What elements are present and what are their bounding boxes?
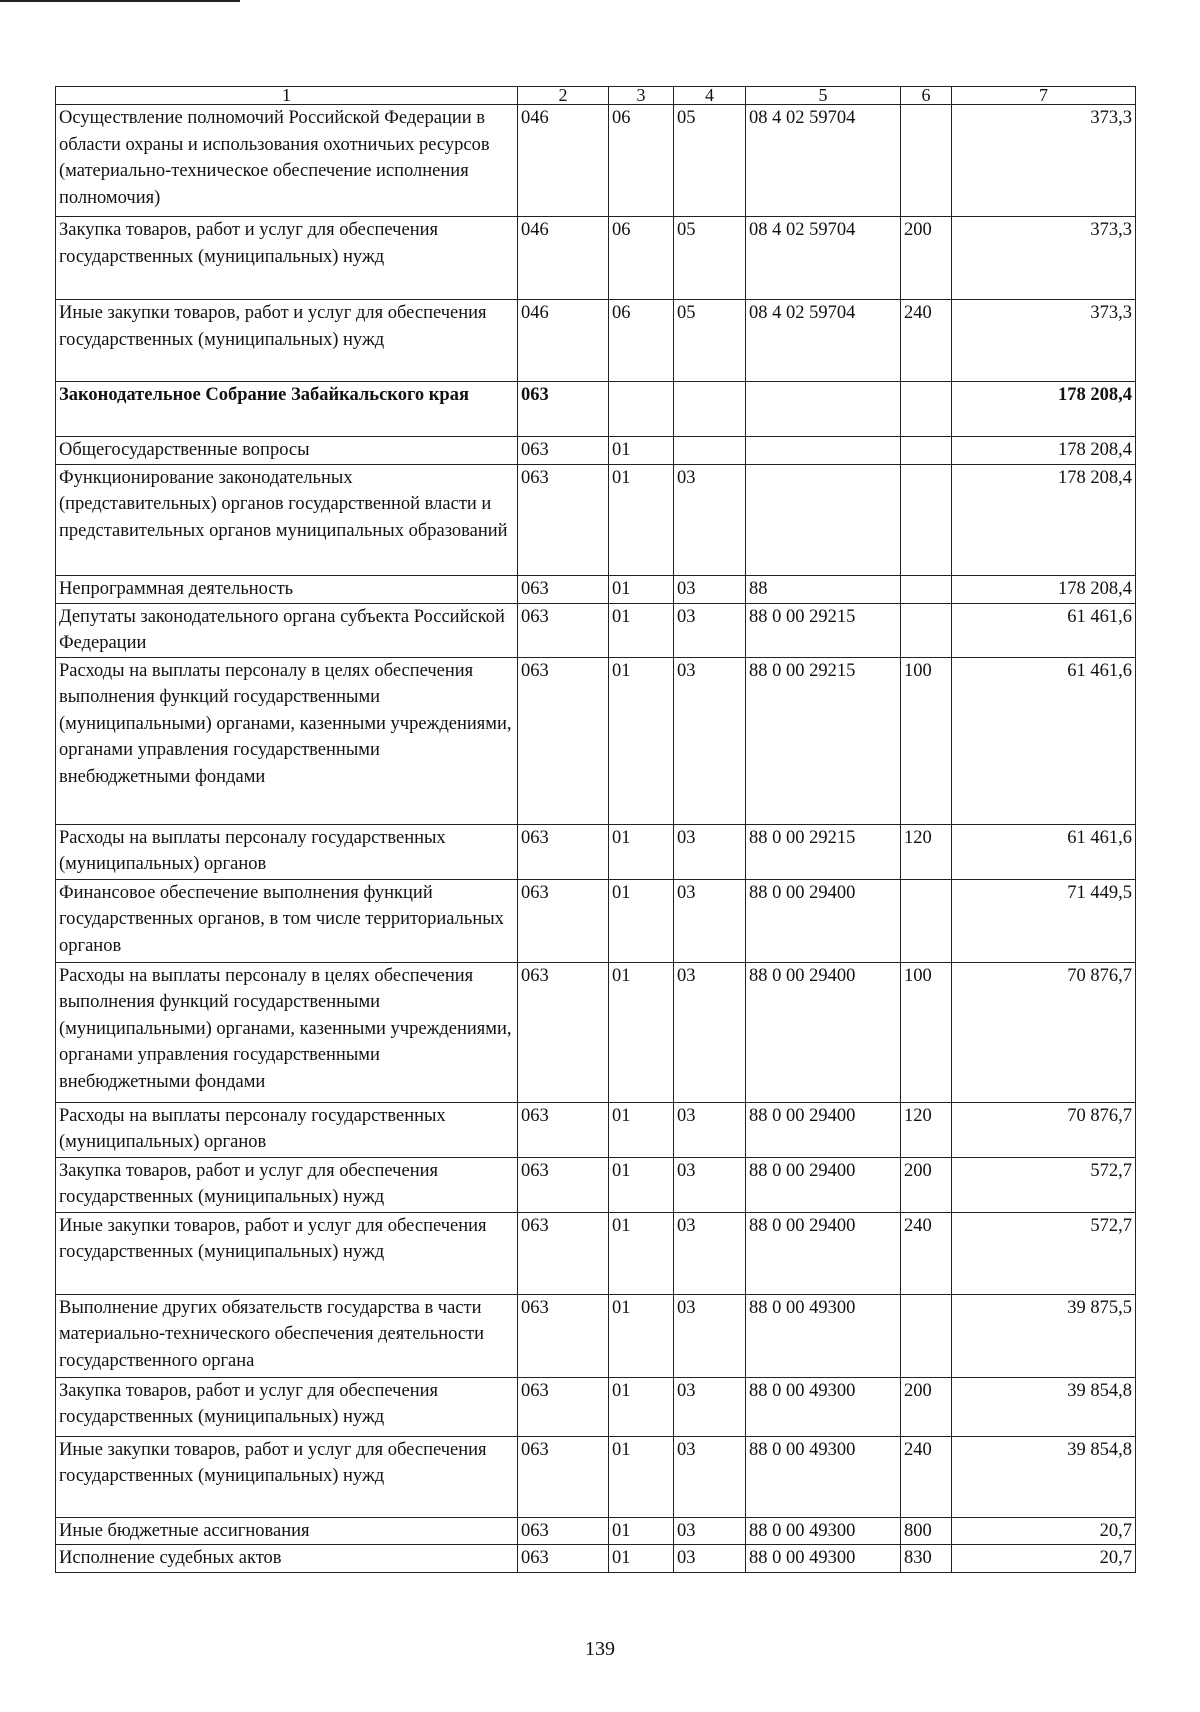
row-vr: [901, 1294, 952, 1377]
table-row: [56, 105, 1136, 217]
row-sum: 178 208,4: [952, 437, 1136, 465]
row-ved: 063: [518, 1517, 609, 1545]
row-ved: 046: [518, 217, 609, 300]
row-ved: 063: [518, 1377, 609, 1436]
row-csr: 88 0 00 49300: [746, 1377, 901, 1436]
row-name: Иные закупки товаров, работ и услуг для обеспечения государственных (муниципальных) нужд: [56, 1436, 518, 1517]
table-row: [56, 382, 1136, 437]
row-pr: [674, 437, 746, 465]
row-rz: 06: [609, 105, 674, 217]
header-col-6: 6: [901, 87, 952, 105]
row-name: Закупка товаров, работ и услуг для обеспечения государственных (муниципальных) нужд: [56, 1377, 518, 1436]
row-vr: [901, 105, 952, 217]
table-row: [56, 657, 1136, 824]
row-sum: 39 854,8: [952, 1377, 1136, 1436]
table-row: [56, 464, 1136, 575]
row-rz: 01: [609, 1212, 674, 1294]
row-name: Общегосударственные вопросы: [56, 437, 518, 465]
row-sum: 178 208,4: [952, 575, 1136, 603]
row-ved: 063: [518, 382, 609, 437]
row-vr: 100: [901, 962, 952, 1102]
header-col-5: 5: [746, 87, 901, 105]
row-sum: 178 208,4: [952, 464, 1136, 575]
row-name: Иные бюджетные ассигнования: [56, 1517, 518, 1545]
row-sum: 178 208,4: [952, 382, 1136, 437]
header-col-3: 3: [609, 87, 674, 105]
row-ved: 063: [518, 603, 609, 657]
row-rz: 01: [609, 879, 674, 962]
budget-table: [55, 86, 1136, 1573]
table-row: [56, 1102, 1136, 1157]
row-pr: 03: [674, 1377, 746, 1436]
row-name: Депутаты законодательного органа субъекта Российской Федерации: [56, 603, 518, 657]
header-col-2: 2: [518, 87, 609, 105]
row-pr: 03: [674, 824, 746, 879]
row-csr: 88 0 00 29400: [746, 1157, 901, 1212]
row-rz: 01: [609, 1102, 674, 1157]
table-row: [56, 879, 1136, 962]
row-vr: [901, 382, 952, 437]
row-pr: 03: [674, 1102, 746, 1157]
row-name: Функционирование законодательных (представительных) органов государственной власти и представительных органов муниципальных образований: [56, 464, 518, 575]
row-rz: 01: [609, 575, 674, 603]
header-col-4: 4: [674, 87, 746, 105]
row-vr: 240: [901, 1212, 952, 1294]
row-name: Закупка товаров, работ и услуг для обеспечения государственных (муниципальных) нужд: [56, 217, 518, 300]
row-vr: 200: [901, 217, 952, 300]
row-pr: 03: [674, 603, 746, 657]
row-vr: 100: [901, 657, 952, 824]
row-vr: 830: [901, 1545, 952, 1573]
table-row: [56, 300, 1136, 382]
row-sum: 71 449,5: [952, 879, 1136, 962]
row-rz: 01: [609, 1545, 674, 1573]
row-pr: 05: [674, 217, 746, 300]
row-ved: 063: [518, 1157, 609, 1212]
row-csr: 08 4 02 59704: [746, 300, 901, 382]
page-number: 139: [585, 1638, 615, 1660]
row-csr: 88 0 00 49300: [746, 1294, 901, 1377]
row-sum: 572,7: [952, 1157, 1136, 1212]
row-vr: [901, 575, 952, 603]
row-csr: 88 0 00 29400: [746, 1212, 901, 1294]
row-ved: 063: [518, 1102, 609, 1157]
table-row: [56, 1212, 1136, 1294]
row-rz: 01: [609, 1517, 674, 1545]
row-name: Расходы на выплаты персоналу в целях обеспечения выполнения функций государственными (муниципальными) органами, казенными учреждениями, органами управления государственными внебюджетными фондами: [56, 962, 518, 1102]
row-pr: 03: [674, 879, 746, 962]
row-pr: 05: [674, 105, 746, 217]
row-pr: 03: [674, 575, 746, 603]
row-name: Исполнение судебных актов: [56, 1545, 518, 1573]
table-row: [56, 1545, 1136, 1573]
row-pr: 03: [674, 1157, 746, 1212]
table-row: [56, 603, 1136, 657]
row-vr: [901, 603, 952, 657]
row-name: Расходы на выплаты персоналу государственных (муниципальных) органов: [56, 824, 518, 879]
header-row: [56, 87, 1136, 105]
row-vr: 120: [901, 1102, 952, 1157]
row-rz: 01: [609, 657, 674, 824]
row-pr: 03: [674, 657, 746, 824]
row-vr: [901, 464, 952, 575]
row-ved: 063: [518, 575, 609, 603]
row-csr: [746, 382, 901, 437]
row-pr: [674, 382, 746, 437]
row-sum: 20,7: [952, 1545, 1136, 1573]
row-vr: [901, 879, 952, 962]
table-row: [56, 1294, 1136, 1377]
row-name: Закупка товаров, работ и услуг для обеспечения государственных (муниципальных) нужд: [56, 1157, 518, 1212]
row-csr: 88 0 00 49300: [746, 1517, 901, 1545]
row-sum: 39 875,5: [952, 1294, 1136, 1377]
row-csr: [746, 437, 901, 465]
row-ved: 063: [518, 437, 609, 465]
row-ved: 063: [518, 962, 609, 1102]
row-ved: 063: [518, 1294, 609, 1377]
row-pr: 03: [674, 1294, 746, 1377]
row-csr: 08 4 02 59704: [746, 217, 901, 300]
row-rz: 01: [609, 464, 674, 575]
row-rz: 06: [609, 300, 674, 382]
row-ved: 063: [518, 464, 609, 575]
row-ved: 046: [518, 300, 609, 382]
row-vr: 200: [901, 1157, 952, 1212]
header-col-1: 1: [56, 87, 518, 105]
row-vr: 240: [901, 300, 952, 382]
table-row: [56, 1157, 1136, 1212]
row-ved: 063: [518, 879, 609, 962]
row-csr: 88 0 00 29215: [746, 657, 901, 824]
row-rz: 01: [609, 1436, 674, 1517]
row-csr: [746, 464, 901, 575]
row-rz: 06: [609, 217, 674, 300]
row-rz: 01: [609, 962, 674, 1102]
row-pr: 05: [674, 300, 746, 382]
row-rz: 01: [609, 437, 674, 465]
row-rz: 01: [609, 824, 674, 879]
row-vr: [901, 437, 952, 465]
row-vr: 200: [901, 1377, 952, 1436]
table-row: [56, 1517, 1136, 1545]
row-rz: 01: [609, 1294, 674, 1377]
header-col-7: 7: [952, 87, 1136, 105]
row-sum: 61 461,6: [952, 603, 1136, 657]
row-csr: 88 0 00 29400: [746, 962, 901, 1102]
row-sum: 572,7: [952, 1212, 1136, 1294]
row-csr: 88 0 00 49300: [746, 1545, 901, 1573]
row-name: Осуществление полномочий Российской Федерации в области охраны и использования охотничьих ресурсов (материально-техническое обеспечение исполнения полномочия): [56, 105, 518, 217]
row-rz: 01: [609, 603, 674, 657]
row-name: Расходы на выплаты персоналу государственных (муниципальных) органов: [56, 1102, 518, 1157]
row-sum: 20,7: [952, 1517, 1136, 1545]
row-name: Непрограммная деятельность: [56, 575, 518, 603]
row-vr: 800: [901, 1517, 952, 1545]
table-row: [56, 962, 1136, 1102]
row-sum: 70 876,7: [952, 962, 1136, 1102]
table-row: [56, 824, 1136, 879]
row-csr: 88 0 00 29215: [746, 603, 901, 657]
row-sum: 61 461,6: [952, 824, 1136, 879]
table-row: [56, 1436, 1136, 1517]
row-pr: 03: [674, 1517, 746, 1545]
row-ved: 063: [518, 1545, 609, 1573]
row-ved: 063: [518, 1212, 609, 1294]
row-name: Финансовое обеспечение выполнения функций государственных органов, в том числе территориальных органов: [56, 879, 518, 962]
row-sum: 61 461,6: [952, 657, 1136, 824]
row-ved: 063: [518, 657, 609, 824]
row-vr: 240: [901, 1436, 952, 1517]
table-row: [56, 437, 1136, 465]
row-rz: 01: [609, 1377, 674, 1436]
row-vr: 120: [901, 824, 952, 879]
row-pr: 03: [674, 1545, 746, 1573]
row-pr: 03: [674, 962, 746, 1102]
row-csr: 88: [746, 575, 901, 603]
row-rz: [609, 382, 674, 437]
row-pr: 03: [674, 464, 746, 575]
row-ved: 046: [518, 105, 609, 217]
row-pr: 03: [674, 1212, 746, 1294]
table-row: [56, 575, 1136, 603]
table-row: [56, 217, 1136, 300]
row-pr: 03: [674, 1436, 746, 1517]
row-name: Законодательное Собрание Забайкальского края: [56, 382, 518, 437]
row-csr: 88 0 00 49300: [746, 1436, 901, 1517]
top-rule: [0, 0, 240, 2]
row-name: Расходы на выплаты персоналу в целях обеспечения выполнения функций государственными (муниципальными) органами, казенными учреждениями, органами управления государственными внебюджетными фондами: [56, 657, 518, 824]
row-ved: 063: [518, 824, 609, 879]
row-sum: 39 854,8: [952, 1436, 1136, 1517]
row-sum: 70 876,7: [952, 1102, 1136, 1157]
row-csr: 88 0 00 29400: [746, 879, 901, 962]
row-ved: 063: [518, 1436, 609, 1517]
row-name: Иные закупки товаров, работ и услуг для обеспечения государственных (муниципальных) нужд: [56, 300, 518, 382]
row-sum: 373,3: [952, 300, 1136, 382]
row-name: Выполнение других обязательств государства в части материально-технического обеспечения деятельности государственного органа: [56, 1294, 518, 1377]
row-csr: 88 0 00 29215: [746, 824, 901, 879]
row-sum: 373,3: [952, 105, 1136, 217]
row-csr: 08 4 02 59704: [746, 105, 901, 217]
row-sum: 373,3: [952, 217, 1136, 300]
table-row: [56, 1377, 1136, 1436]
row-rz: 01: [609, 1157, 674, 1212]
row-name: Иные закупки товаров, работ и услуг для обеспечения государственных (муниципальных) нужд: [56, 1212, 518, 1294]
row-csr: 88 0 00 29400: [746, 1102, 901, 1157]
